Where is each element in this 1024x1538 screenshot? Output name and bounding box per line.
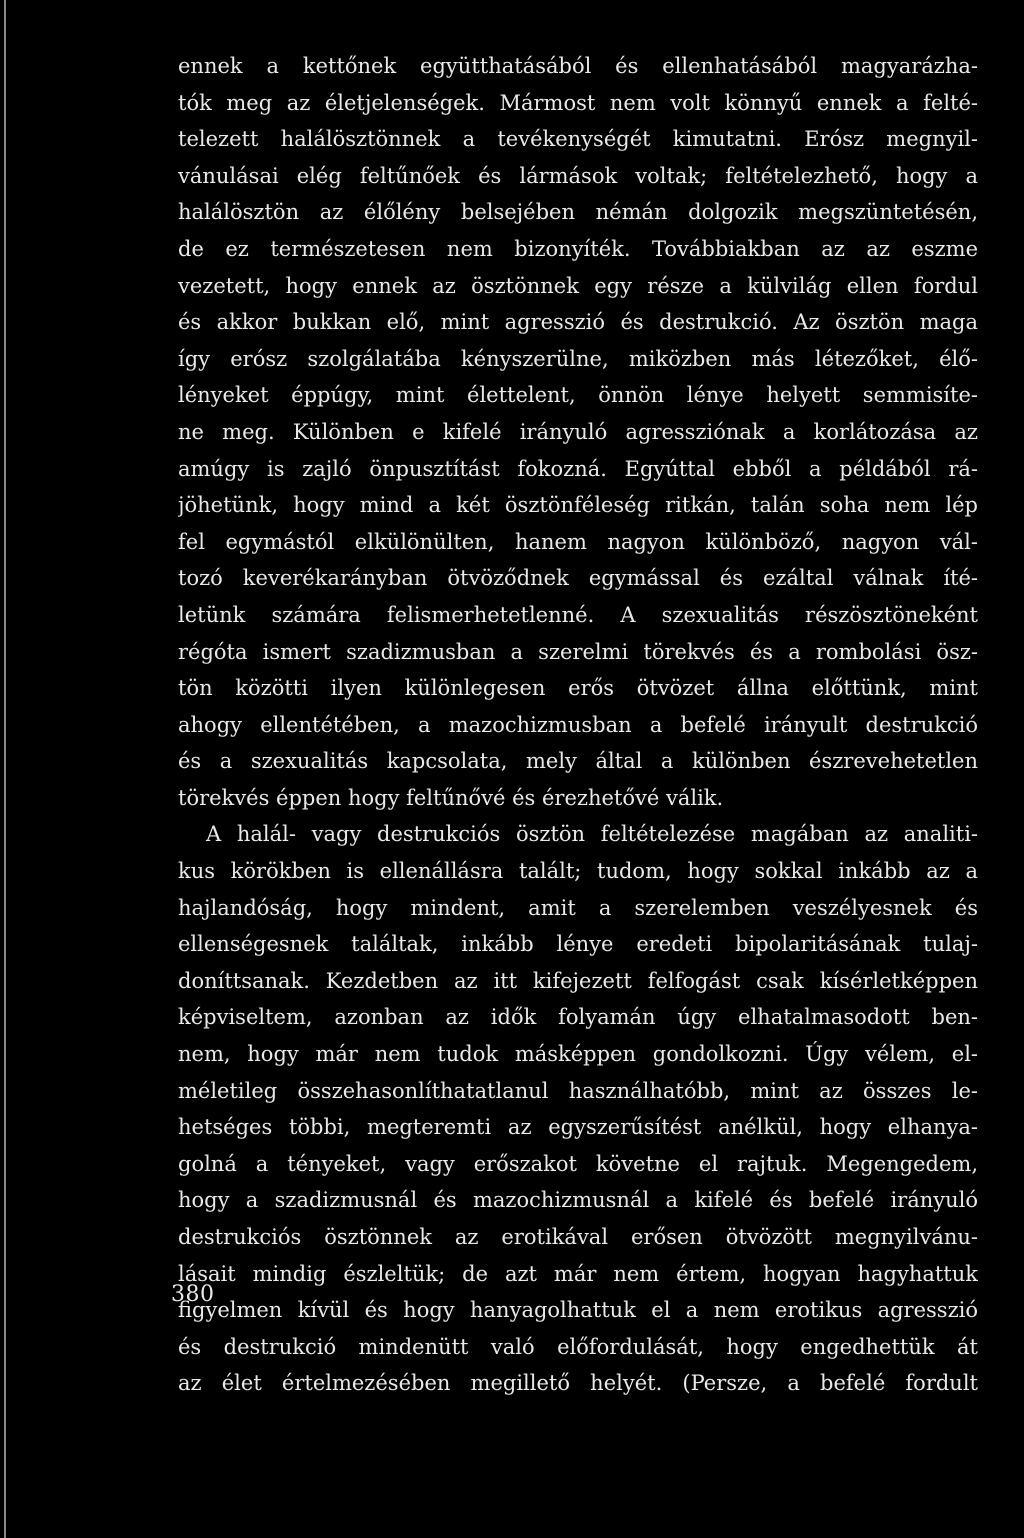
text-line: törekvés éppen hogy feltűnővé és érezhetővé válik. xyxy=(178,785,724,810)
text-line: doníttsanak. Kezdetben az itt kifejezett felfogást csak kísérletképpen xyxy=(178,968,978,993)
text-line: nem, hogy már nem tudok másképpen gondolkozni. Úgy vélem, el- xyxy=(178,1042,978,1067)
text-line: ahogy ellentétében, a mazochizmusban a befelé irányult destrukció xyxy=(178,712,978,737)
text-line: fel egymástól elkülönülten, hanem nagyon különböző, nagyon vál- xyxy=(178,529,978,554)
text-line: hajlandóság, hogy mindent, amit a szerelemben veszélyesnek és xyxy=(178,895,978,920)
text-line: és destrukció mindenütt való előfordulását, hogy engedhettük át xyxy=(178,1334,978,1359)
text-line: hogy a szadizmusnál és mazochizmusnál a kifelé és befelé irányuló xyxy=(178,1188,978,1213)
text-line: ennek a kettőnek együtthatásából és ellenhatásából magyarázha- xyxy=(178,54,978,78)
text-line: méletileg összehasonlíthatatlanul használhatóbb, mint az összes le- xyxy=(178,1078,978,1103)
text-line: lényeket éppúgy, mint élettelent, önnön lénye helyett semmisíte- xyxy=(178,383,978,408)
text-line: letünk számára felismerhetetlenné. A szexualitás részösztöneként xyxy=(178,602,978,627)
page-number: 380 xyxy=(171,1282,215,1307)
text-line: képviseltem, azonban az idők folyamán úgy elhatalmasodott ben- xyxy=(178,1005,978,1030)
text-line: hetséges többi, megteremti az egyszerűsítést anélkül, hogy elhanya- xyxy=(178,1115,978,1140)
page-edge-line xyxy=(4,0,6,1538)
text-line: A halál- vagy destrukciós ösztön feltételezése magában az analiti- xyxy=(206,822,978,847)
text-line: telezett halálösztönnek a tevékenységét kimutatni. Erósz megnyil- xyxy=(178,127,978,152)
text-line: lásait mindig észleltük; de azt már nem értem, hogyan hagyhattuk xyxy=(178,1261,978,1286)
text-line: az élet értelmezésében megillető helyét. (Persze, a befelé fordult xyxy=(178,1371,978,1396)
text-line: golná a tényeket, vagy erőszakot követne el rajtuk. Megengedem, xyxy=(178,1151,978,1176)
text-line: tozó keverékarányban ötvöződnek egymással és ezáltal válnak íté- xyxy=(178,566,978,591)
text-line: ne meg. Különben e kifelé irányuló agressziónak a korlátozása az xyxy=(178,419,978,444)
text-line: ellenségesnek találtak, inkább lénye eredeti bipolaritásának tulaj- xyxy=(178,932,978,957)
text-line: tók meg az életjelenségek. Mármost nem volt könnyű ennek a felté- xyxy=(178,90,978,115)
text-line: figyelmen kívül és hogy hanyagolhattuk el a nem erotikus agresszió xyxy=(178,1298,978,1323)
text-line: vánulásai elég feltűnőek és lármások voltak; feltételezhető, hogy a xyxy=(178,163,978,188)
text-line: vezetett, hogy ennek az ösztönnek egy része a külvilág ellen fordul xyxy=(178,273,978,298)
text-line: kus körökben is ellenállásra talált; tudom, hogy sokkal inkább az a xyxy=(178,859,978,884)
text-line: tön közötti ilyen különlegesen erős ötvözet állna előttünk, mint xyxy=(178,676,978,701)
text-line: és akkor bukkan elő, mint agresszió és destrukció. Az ösztön maga xyxy=(178,310,978,335)
text-line: régóta ismert szadizmusban a szerelmi törekvés és a rombolási ösz- xyxy=(178,639,978,664)
text-line: és a szexualitás kapcsolata, mely által a különben észrevehetetlen xyxy=(178,749,978,774)
text-line: de ez természetesen nem bizonyíték. Továbbiakban az az eszme xyxy=(178,236,978,261)
text-line: jöhetünk, hogy mind a két ösztönféleség ritkán, talán soha nem lép xyxy=(178,493,978,518)
text-line: így erósz szolgálatába kényszerülne, miközben más létezőket, élő- xyxy=(178,346,978,371)
text-line: halálösztön az élőlény belsejében némán dolgozik megszüntetésén, xyxy=(178,200,978,225)
body-text xyxy=(178,48,978,1402)
text-line: destrukciós ösztönnek az erotikával erősen ötvözött megnyilvánu- xyxy=(178,1225,978,1249)
text-line: amúgy is zajló önpusztítást fokozná. Egyúttal ebből a példából rá- xyxy=(178,456,978,481)
